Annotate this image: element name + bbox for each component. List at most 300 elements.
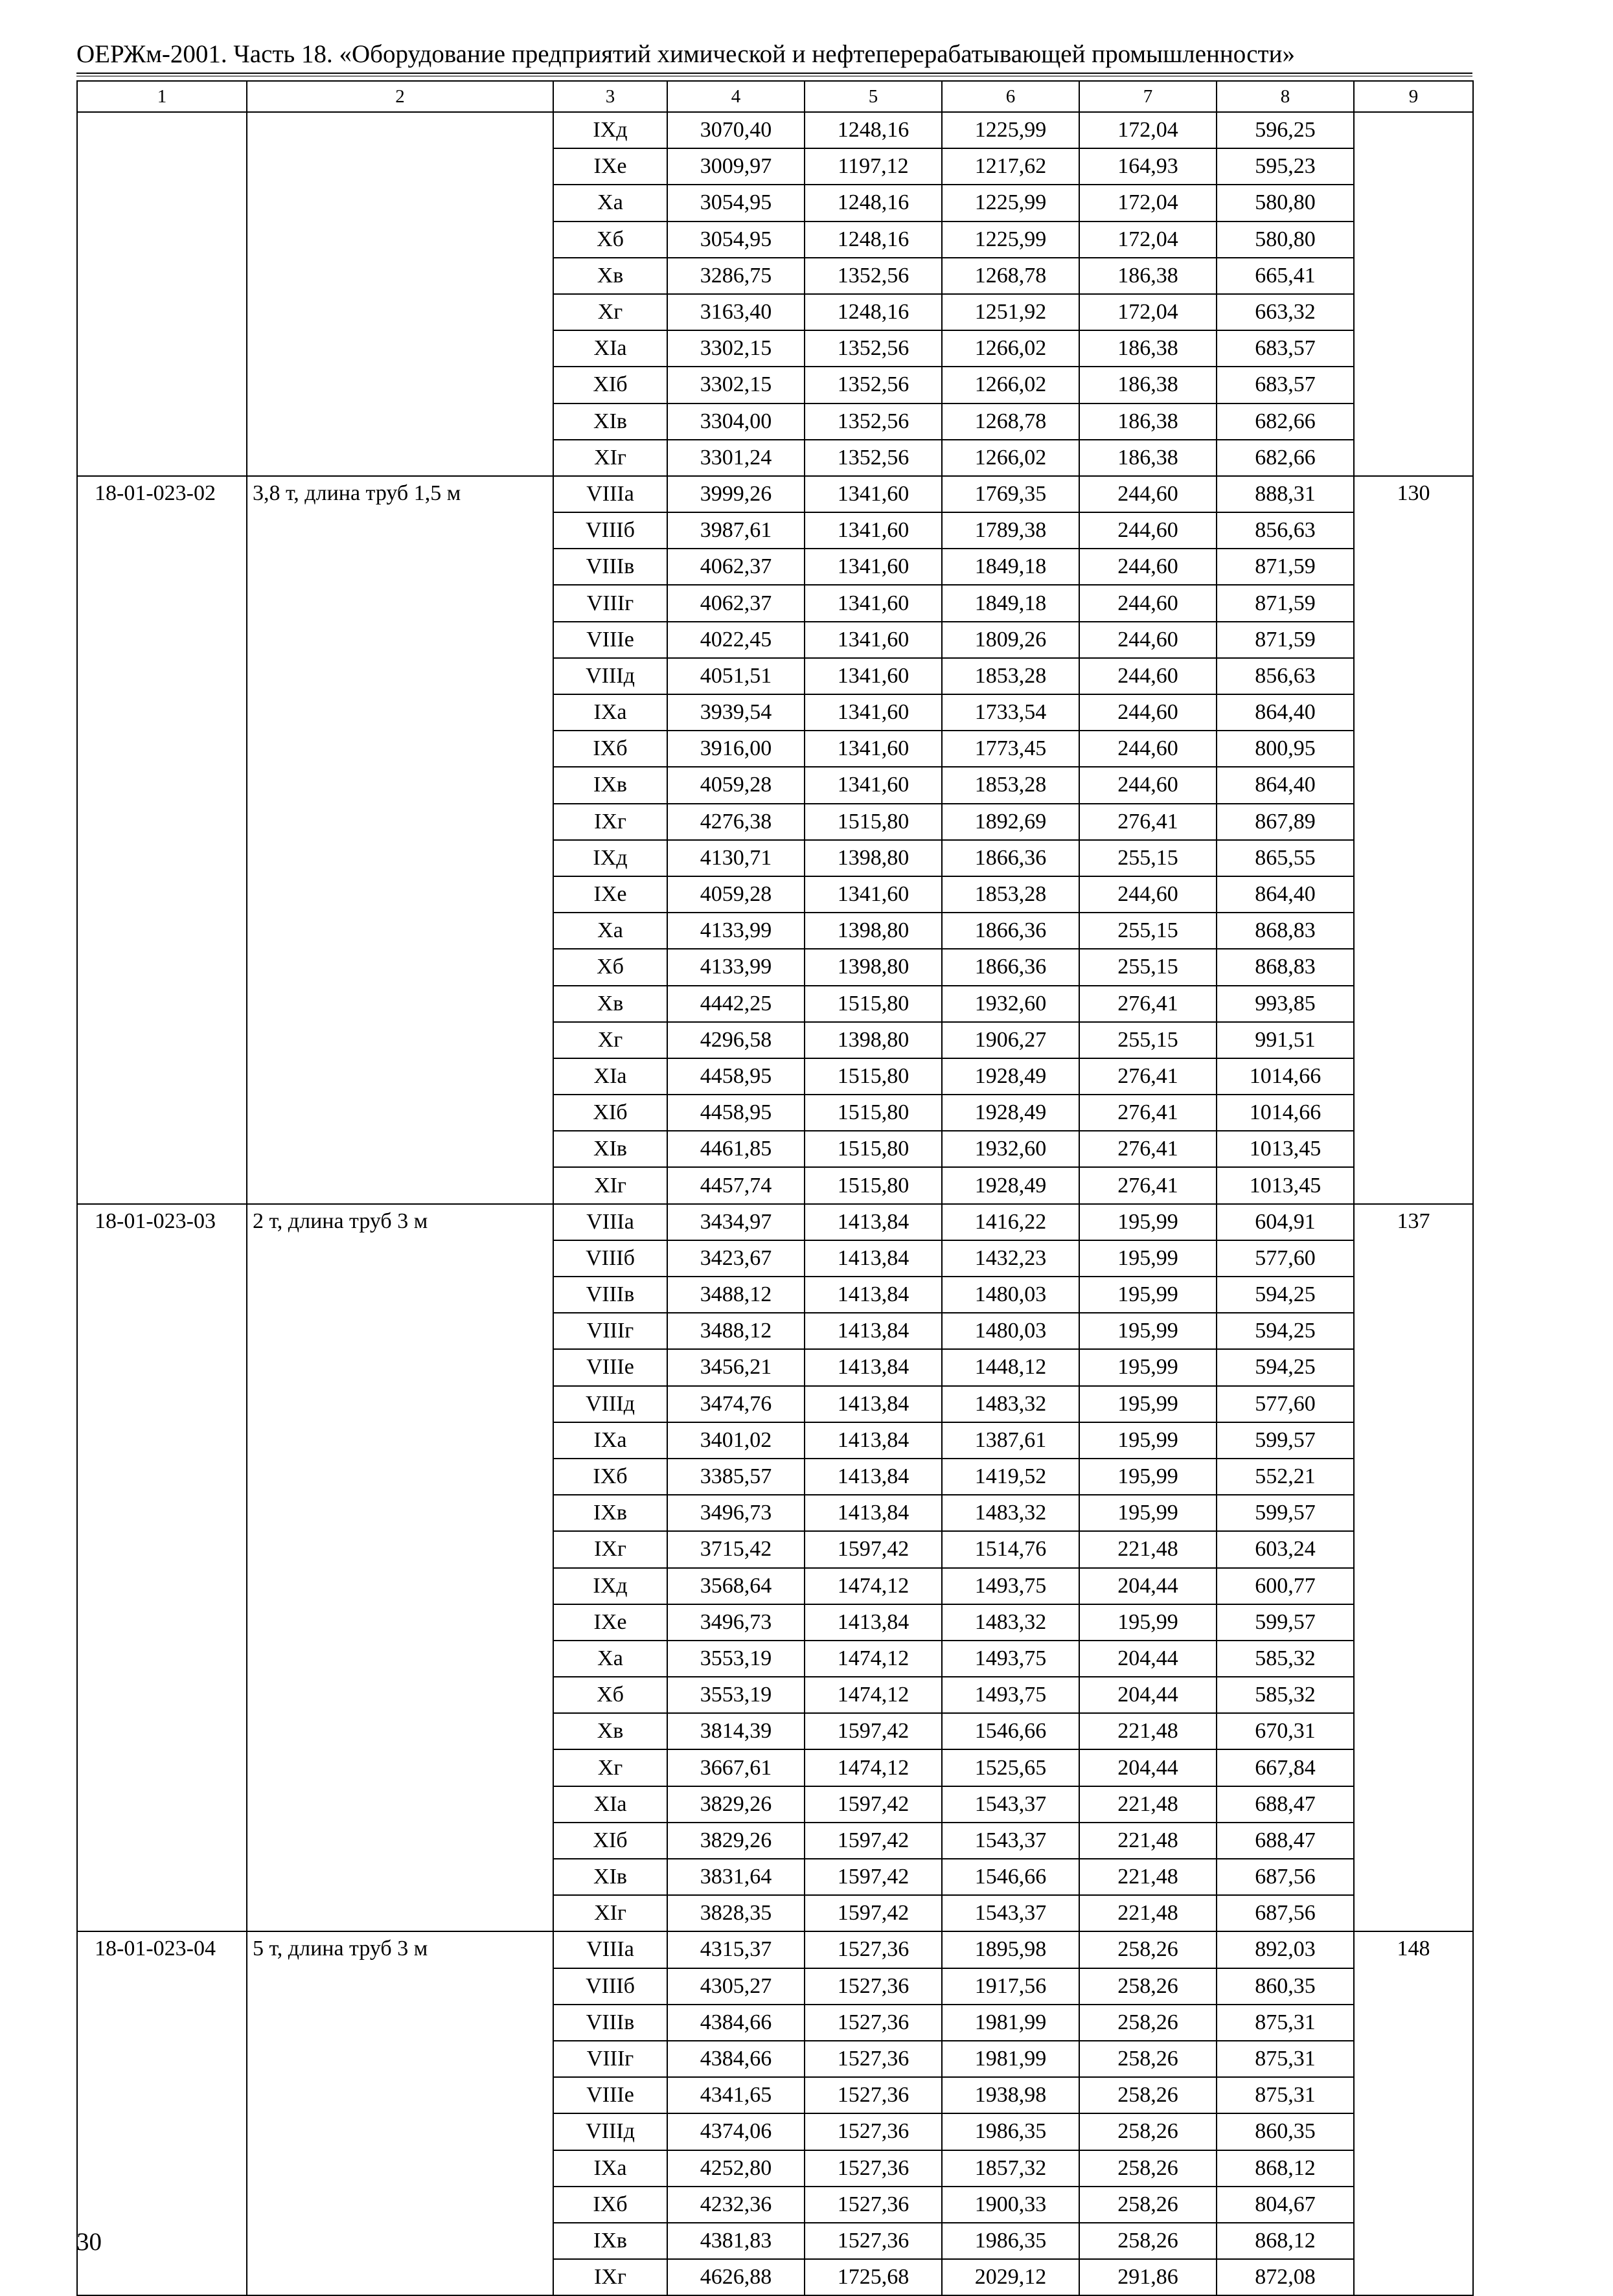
class-label: XIв <box>553 404 667 440</box>
labor-hours <box>1354 1022 1473 1058</box>
total-cost: 3829,26 <box>667 1823 805 1859</box>
rate-code <box>77 258 247 294</box>
class-label: IXв <box>553 2223 667 2259</box>
total-cost: 3667,61 <box>667 1749 805 1786</box>
materials-cost: 594,25 <box>1217 1313 1354 1349</box>
labor-hours <box>1354 1895 1473 1931</box>
labor-hours <box>1354 986 1473 1022</box>
class-label: IXе <box>553 148 667 185</box>
total-cost: 4461,85 <box>667 1131 805 1167</box>
rate-code <box>77 2005 247 2041</box>
class-label: IXд <box>553 1568 667 1604</box>
total-cost: 3163,40 <box>667 294 805 330</box>
labor-hours <box>1354 2113 1473 2150</box>
machinist-wages: 186,38 <box>1079 404 1217 440</box>
total-cost: 3054,95 <box>667 185 805 221</box>
wages: 1527,36 <box>805 1931 942 1968</box>
machine-cost: 1906,27 <box>942 1022 1079 1058</box>
wages: 1515,80 <box>805 1095 942 1131</box>
wages: 1352,56 <box>805 258 942 294</box>
machine-cost: 1543,37 <box>942 1786 1079 1823</box>
machinist-wages: 221,48 <box>1079 1531 1217 1567</box>
machine-cost: 1866,36 <box>942 840 1079 876</box>
rate-code <box>77 1022 247 1058</box>
labor-hours <box>1354 1058 1473 1095</box>
labor-hours <box>1354 658 1473 694</box>
total-cost: 3829,26 <box>667 1786 805 1823</box>
total-cost: 3286,75 <box>667 258 805 294</box>
class-label: XIб <box>553 1823 667 1859</box>
wages: 1341,60 <box>805 476 942 512</box>
machinist-wages: 186,38 <box>1079 440 1217 476</box>
wages: 1515,80 <box>805 986 942 1022</box>
rate-code: 18-01-023-02 <box>77 476 247 512</box>
materials-cost: 860,35 <box>1217 2113 1354 2150</box>
equipment-description <box>247 876 553 913</box>
wages: 1413,84 <box>805 1277 942 1313</box>
table-row <box>77 622 1473 658</box>
total-cost: 4059,28 <box>667 767 805 803</box>
equipment-description <box>247 1859 553 1895</box>
machine-cost: 1917,56 <box>942 1968 1079 2005</box>
machine-cost: 1225,99 <box>942 222 1079 258</box>
machine-cost: 1809,26 <box>942 622 1079 658</box>
labor-hours <box>1354 1604 1473 1641</box>
wages: 1341,60 <box>805 767 942 803</box>
labor-hours <box>1354 1713 1473 1749</box>
equipment-description <box>247 1131 553 1167</box>
class-label: VIIIе <box>553 1349 667 1385</box>
rate-code <box>77 840 247 876</box>
total-cost: 3488,12 <box>667 1313 805 1349</box>
machine-cost: 2029,12 <box>942 2259 1079 2295</box>
materials-cost: 603,24 <box>1217 1531 1354 1567</box>
labor-hours <box>1354 1531 1473 1567</box>
table-row <box>77 112 1473 148</box>
machine-cost: 1525,65 <box>942 1749 1079 1786</box>
wages: 1398,80 <box>805 913 942 949</box>
wages: 1527,36 <box>805 2005 942 2041</box>
materials-cost: 594,25 <box>1217 1349 1354 1385</box>
materials-cost: 682,66 <box>1217 404 1354 440</box>
rate-code <box>77 1386 247 1422</box>
equipment-description <box>247 1495 553 1531</box>
table-row <box>77 1604 1473 1641</box>
class-label: Xв <box>553 258 667 294</box>
total-cost: 4315,37 <box>667 1931 805 1968</box>
rate-code <box>77 1604 247 1641</box>
machinist-wages: 186,38 <box>1079 330 1217 367</box>
rate-code <box>77 1823 247 1859</box>
table-row <box>77 1095 1473 1131</box>
materials-cost: 682,66 <box>1217 440 1354 476</box>
labor-hours <box>1354 2041 1473 2077</box>
wages: 1413,84 <box>805 1349 942 1385</box>
total-cost: 3987,61 <box>667 512 805 549</box>
total-cost: 4305,27 <box>667 1968 805 2005</box>
machine-cost: 1543,37 <box>942 1895 1079 1931</box>
total-cost: 3054,95 <box>667 222 805 258</box>
machinist-wages: 244,60 <box>1079 622 1217 658</box>
wages: 1413,84 <box>805 1240 942 1277</box>
rate-code <box>77 1131 247 1167</box>
materials-cost: 1014,66 <box>1217 1058 1354 1095</box>
equipment-description <box>247 294 553 330</box>
total-cost: 3434,97 <box>667 1204 805 1240</box>
machinist-wages: 195,99 <box>1079 1422 1217 1459</box>
machine-cost: 1986,35 <box>942 2113 1079 2150</box>
class-label: VIIIв <box>553 2005 667 2041</box>
labor-hours <box>1354 367 1473 403</box>
equipment-description <box>247 330 553 367</box>
equipment-description <box>247 258 553 294</box>
class-label: IXб <box>553 2187 667 2223</box>
rate-code <box>77 1240 247 1277</box>
table-row <box>77 1277 1473 1313</box>
wages: 1398,80 <box>805 840 942 876</box>
table-row <box>77 367 1473 403</box>
rate-code <box>77 404 247 440</box>
class-label: XIв <box>553 1131 667 1167</box>
rate-code <box>77 913 247 949</box>
machinist-wages: 244,60 <box>1079 731 1217 767</box>
rate-code <box>77 1568 247 1604</box>
machinist-wages: 195,99 <box>1079 1277 1217 1313</box>
table-row <box>77 185 1473 221</box>
machinist-wages: 221,48 <box>1079 1823 1217 1859</box>
materials-cost: 599,57 <box>1217 1422 1354 1459</box>
machine-cost: 1493,75 <box>942 1641 1079 1677</box>
materials-cost: 683,57 <box>1217 330 1354 367</box>
equipment-description <box>247 1167 553 1203</box>
rate-code <box>77 222 247 258</box>
labor-hours <box>1354 1459 1473 1495</box>
labor-hours <box>1354 1277 1473 1313</box>
page-header-title: ОЕРЖм-2001. Часть 18. «Оборудование предприятий химической и нефтеперерабатывающей промышленности» <box>76 40 1295 68</box>
rate-code <box>77 2259 247 2295</box>
labor-hours <box>1354 1641 1473 1677</box>
equipment-description <box>247 2259 553 2295</box>
materials-cost: 868,12 <box>1217 2150 1354 2187</box>
labor-hours <box>1354 2150 1473 2187</box>
machine-cost: 1483,32 <box>942 1604 1079 1641</box>
machinist-wages: 255,15 <box>1079 1022 1217 1058</box>
machine-cost: 1268,78 <box>942 258 1079 294</box>
class-label: Xб <box>553 949 667 985</box>
wages: 1527,36 <box>805 2150 942 2187</box>
table-row <box>77 1058 1473 1095</box>
machinist-wages: 258,26 <box>1079 2223 1217 2259</box>
machine-cost: 1546,66 <box>942 1859 1079 1895</box>
machinist-wages: 164,93 <box>1079 148 1217 185</box>
materials-cost: 585,32 <box>1217 1677 1354 1713</box>
machinist-wages: 172,04 <box>1079 294 1217 330</box>
wages: 1341,60 <box>805 876 942 913</box>
total-cost: 4276,38 <box>667 804 805 840</box>
materials-cost: 868,83 <box>1217 949 1354 985</box>
equipment-description <box>247 404 553 440</box>
class-label: Xв <box>553 1713 667 1749</box>
machinist-wages: 204,44 <box>1079 1568 1217 1604</box>
machine-cost: 1483,32 <box>942 1386 1079 1422</box>
equipment-description <box>247 804 553 840</box>
total-cost: 4458,95 <box>667 1058 805 1095</box>
total-cost: 4341,65 <box>667 2077 805 2113</box>
wages: 1341,60 <box>805 658 942 694</box>
wages: 1527,36 <box>805 2113 942 2150</box>
machine-cost: 1866,36 <box>942 913 1079 949</box>
wages: 1515,80 <box>805 1167 942 1203</box>
table-row <box>77 694 1473 731</box>
materials-cost: 865,55 <box>1217 840 1354 876</box>
wages: 1597,42 <box>805 1786 942 1823</box>
labor-hours <box>1354 1386 1473 1422</box>
equipment-description <box>247 767 553 803</box>
machinist-wages: 255,15 <box>1079 949 1217 985</box>
column-number-row <box>77 81 1473 112</box>
equipment-description: 5 т, длина труб 3 м <box>247 1931 553 1968</box>
labor-hours <box>1354 1823 1473 1859</box>
wages: 1352,56 <box>805 404 942 440</box>
labor-hours <box>1354 767 1473 803</box>
column-header: 9 <box>1354 81 1473 112</box>
table-row <box>77 1204 1473 1240</box>
wages: 1474,12 <box>805 1749 942 1786</box>
wages: 1527,36 <box>805 1968 942 2005</box>
wages: 1725,68 <box>805 2259 942 2295</box>
class-label: IXа <box>553 2150 667 2187</box>
equipment-description: 2 т, длина труб 3 м <box>247 1204 553 1240</box>
table-row <box>77 148 1473 185</box>
labor-hours <box>1354 1349 1473 1385</box>
materials-cost: 804,67 <box>1217 2187 1354 2223</box>
materials-cost: 595,23 <box>1217 148 1354 185</box>
wages: 1527,36 <box>805 2041 942 2077</box>
table-row <box>77 2113 1473 2150</box>
table-row <box>77 294 1473 330</box>
rate-code <box>77 1058 247 1095</box>
total-cost: 4457,74 <box>667 1167 805 1203</box>
rate-code <box>77 1422 247 1459</box>
machinist-wages: 258,26 <box>1079 2041 1217 2077</box>
materials-cost: 688,47 <box>1217 1823 1354 1859</box>
equipment-description <box>247 549 553 585</box>
column-header: 1 <box>77 81 247 112</box>
machine-cost: 1900,33 <box>942 2187 1079 2223</box>
wages: 1515,80 <box>805 1131 942 1167</box>
machine-cost: 1416,22 <box>942 1204 1079 1240</box>
labor-hours: 148 <box>1354 1931 1473 1968</box>
machine-cost: 1986,35 <box>942 2223 1079 2259</box>
class-label: XIв <box>553 1859 667 1895</box>
machinist-wages: 258,26 <box>1079 2077 1217 2113</box>
column-header: 6 <box>942 81 1079 112</box>
wages: 1341,60 <box>805 694 942 731</box>
materials-cost: 856,63 <box>1217 658 1354 694</box>
table-row <box>77 1749 1473 1786</box>
machine-cost: 1895,98 <box>942 1931 1079 1968</box>
total-cost: 4381,83 <box>667 2223 805 2259</box>
labor-hours <box>1354 1095 1473 1131</box>
machinist-wages: 258,26 <box>1079 2113 1217 2150</box>
labor-hours <box>1354 148 1473 185</box>
machinist-wages: 244,60 <box>1079 658 1217 694</box>
table-row <box>77 1349 1473 1385</box>
wages: 1352,56 <box>805 367 942 403</box>
class-label: XIа <box>553 1058 667 1095</box>
class-label: VIIIб <box>553 1968 667 2005</box>
rate-code <box>77 440 247 476</box>
materials-cost: 868,83 <box>1217 913 1354 949</box>
materials-cost: 580,80 <box>1217 222 1354 258</box>
table-row <box>77 1167 1473 1203</box>
materials-cost: 888,31 <box>1217 476 1354 512</box>
labor-hours <box>1354 512 1473 549</box>
machine-cost: 1849,18 <box>942 549 1079 585</box>
class-label: Xб <box>553 1677 667 1713</box>
labor-hours <box>1354 1568 1473 1604</box>
equipment-description <box>247 1277 553 1313</box>
machine-cost: 1268,78 <box>942 404 1079 440</box>
total-cost: 3488,12 <box>667 1277 805 1313</box>
table-row <box>77 1459 1473 1495</box>
total-cost: 4252,80 <box>667 2150 805 2187</box>
rate-code <box>77 1677 247 1713</box>
total-cost: 3553,19 <box>667 1677 805 1713</box>
rate-code <box>77 512 247 549</box>
equipment-description <box>247 367 553 403</box>
machinist-wages: 204,44 <box>1079 1677 1217 1713</box>
labor-hours <box>1354 1495 1473 1531</box>
machinist-wages: 172,04 <box>1079 112 1217 148</box>
materials-cost: 892,03 <box>1217 1931 1354 1968</box>
equipment-description <box>247 694 553 731</box>
machinist-wages: 276,41 <box>1079 1095 1217 1131</box>
class-label: VIIIд <box>553 658 667 694</box>
rate-code <box>77 1713 247 1749</box>
equipment-description <box>247 1240 553 1277</box>
rate-code: 18-01-023-04 <box>77 1931 247 1968</box>
total-cost: 3456,21 <box>667 1349 805 1385</box>
equipment-description <box>247 731 553 767</box>
total-cost: 3070,40 <box>667 112 805 148</box>
rate-code <box>77 585 247 621</box>
machine-cost: 1928,49 <box>942 1167 1079 1203</box>
machine-cost: 1981,99 <box>942 2005 1079 2041</box>
total-cost: 3828,35 <box>667 1895 805 1931</box>
table-row <box>77 767 1473 803</box>
labor-hours <box>1354 440 1473 476</box>
total-cost: 4626,88 <box>667 2259 805 2295</box>
table-row <box>77 1968 1473 2005</box>
labor-hours <box>1354 804 1473 840</box>
labor-hours <box>1354 1167 1473 1203</box>
materials-cost: 860,35 <box>1217 1968 1354 2005</box>
machinist-wages: 221,48 <box>1079 1859 1217 1895</box>
machinist-wages: 195,99 <box>1079 1459 1217 1495</box>
class-label: Xг <box>553 1749 667 1786</box>
materials-cost: 577,60 <box>1217 1386 1354 1422</box>
class-label: IXа <box>553 1422 667 1459</box>
equipment-description <box>247 2223 553 2259</box>
class-label: VIIIв <box>553 1277 667 1313</box>
total-cost: 3474,76 <box>667 1386 805 1422</box>
labor-hours <box>1354 185 1473 221</box>
machinist-wages: 186,38 <box>1079 258 1217 294</box>
machinist-wages: 244,60 <box>1079 512 1217 549</box>
wages: 1197,12 <box>805 148 942 185</box>
total-cost: 3831,64 <box>667 1859 805 1895</box>
machinist-wages: 195,99 <box>1079 1204 1217 1240</box>
wages: 1527,36 <box>805 2077 942 2113</box>
equipment-description <box>247 1641 553 1677</box>
machine-cost: 1266,02 <box>942 440 1079 476</box>
rate-code <box>77 767 247 803</box>
table-row <box>77 258 1473 294</box>
total-cost: 3496,73 <box>667 1604 805 1641</box>
wages: 1527,36 <box>805 2187 942 2223</box>
machine-cost: 1866,36 <box>942 949 1079 985</box>
machinist-wages: 258,26 <box>1079 2187 1217 2223</box>
machinist-wages: 195,99 <box>1079 1240 1217 1277</box>
labor-hours <box>1354 404 1473 440</box>
rate-code <box>77 1749 247 1786</box>
table-row <box>77 986 1473 1022</box>
machinist-wages: 258,26 <box>1079 2150 1217 2187</box>
table-row <box>77 1022 1473 1058</box>
machinist-wages: 195,99 <box>1079 1495 1217 1531</box>
rate-code <box>77 694 247 731</box>
materials-cost: 867,89 <box>1217 804 1354 840</box>
rate-code <box>77 1495 247 1531</box>
machinist-wages: 195,99 <box>1079 1349 1217 1385</box>
equipment-description <box>247 1568 553 1604</box>
materials-cost: 864,40 <box>1217 767 1354 803</box>
labor-hours: 130 <box>1354 476 1473 512</box>
table-row <box>77 1131 1473 1167</box>
table-row <box>77 876 1473 913</box>
total-cost: 4062,37 <box>667 585 805 621</box>
machine-cost: 1387,61 <box>942 1422 1079 1459</box>
machine-cost: 1419,52 <box>942 1459 1079 1495</box>
equipment-description <box>247 1422 553 1459</box>
class-label: XIг <box>553 1167 667 1203</box>
class-label: IXв <box>553 1495 667 1531</box>
rate-code <box>77 1313 247 1349</box>
class-label: VIIIе <box>553 2077 667 2113</box>
machine-cost: 1892,69 <box>942 804 1079 840</box>
class-label: Xб <box>553 222 667 258</box>
table-row <box>77 1931 1473 1968</box>
wages: 1515,80 <box>805 804 942 840</box>
equipment-description <box>247 1531 553 1567</box>
table-row <box>77 1859 1473 1895</box>
class-label: VIIIб <box>553 512 667 549</box>
class-label: IXб <box>553 1459 667 1495</box>
labor-hours <box>1354 2223 1473 2259</box>
machinist-wages: 221,48 <box>1079 1895 1217 1931</box>
equipment-description <box>247 1022 553 1058</box>
table-row <box>77 1677 1473 1713</box>
equipment-description <box>247 512 553 549</box>
column-header: 4 <box>667 81 805 112</box>
class-label: VIIIд <box>553 2113 667 2150</box>
machine-cost: 1493,75 <box>942 1568 1079 1604</box>
total-cost: 3939,54 <box>667 694 805 731</box>
machine-cost: 1546,66 <box>942 1713 1079 1749</box>
machine-cost: 1938,98 <box>942 2077 1079 2113</box>
machine-cost: 1514,76 <box>942 1531 1079 1567</box>
